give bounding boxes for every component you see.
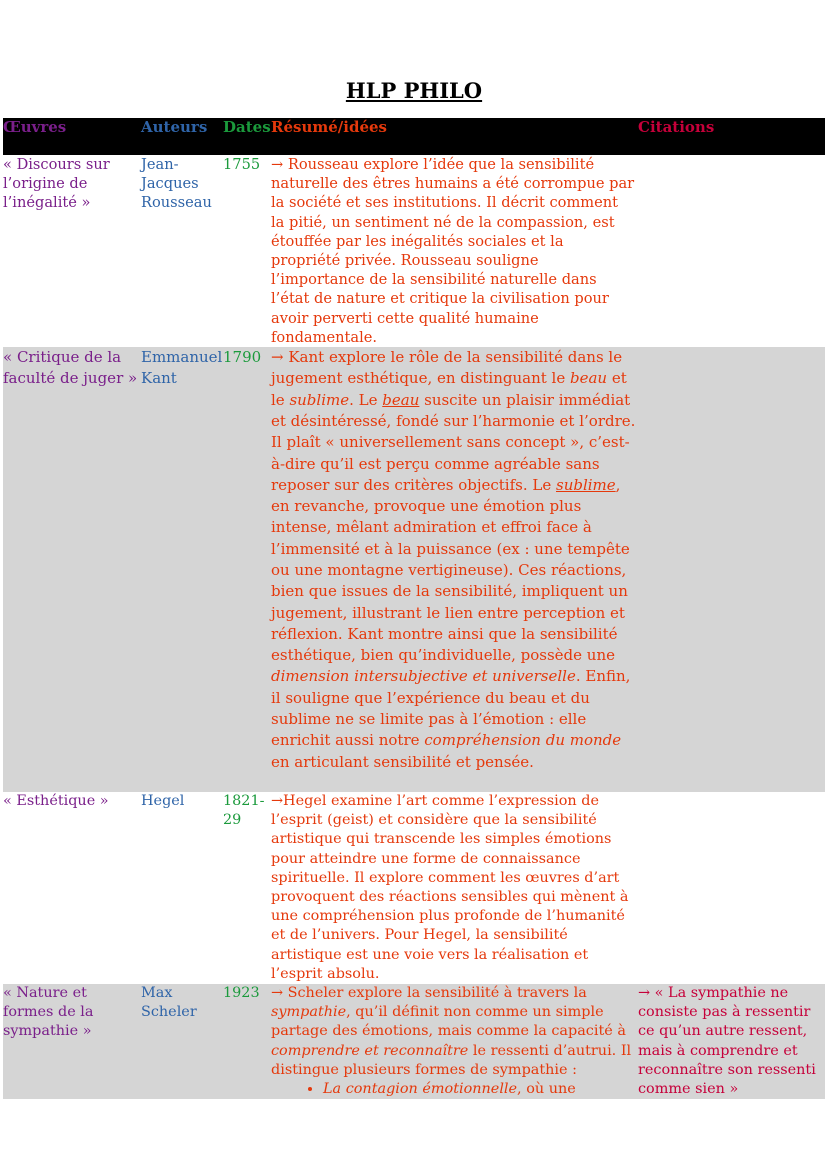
resume-text: , en revanche, provoque une émotion plus intense, mêlant admiration et effroi face à l’immensité et à la puissance (ex : une tempête ou une montagne vertigineuse). Ces réactions, bien que issues de la sensibilité, impliquent un jugement, illustrant le lien entre perception et réflexion. Kant montre ainsi que la sensibilité esthétique, bien qu’individuelle, possède une [271,475,630,665]
auteur-cell: Max Scheler [141,984,223,1099]
header-auteurs: Auteurs [141,118,223,155]
oeuvre-cell: « Critique de la faculté de juger » [3,347,141,792]
page-title: HLP PHILO [345,78,483,103]
resume-text: en articulant sensibilité et pensée. [271,752,534,771]
resume-text: et le [271,369,627,409]
resume-em-beau: beau [569,369,608,388]
resume-cell [271,347,638,792]
resume-text: → Kant explore le rôle de la sensibilité dans le jugement esthétique, en distinguant le [271,348,623,388]
oeuvre-cell: « Discours sur l’origine de l’inégalité » [3,156,110,212]
citation-cell [638,792,825,984]
date-cell: 1821-29 [223,793,265,829]
resume-em-sympathie: sympathie [271,1004,347,1021]
resume-cell: → Rousseau explore l’idée que la sensibilité naturelle des êtres humains a été corrompue par la société et ses institutions. Il décrit comment la pitié, un sentiment né de la compassion, est étouffée par les inégalités sociales et la propriété privée. Rousseau souligne l’importance de la sensibilité naturelle dans l’état de nature et critique la civilisation pour avoir perverti cette qualité humaine fondamentale. [271,156,635,346]
resume-text: . Le [349,390,383,409]
auteur-cell: Jean-Jacques Rousseau [141,156,212,212]
auteur-cell: Hegel [141,793,185,810]
oeuvre-cell: « Nature et formes de la sympathie » [3,984,141,1099]
resume-underline-sublime: sublime [556,475,616,494]
header-resume: Résumé/idées [271,118,638,155]
date-cell: 1790 [223,347,271,792]
resume-text: . Enfin, il souligne que l’expérience du beau et du sublime ne se limite pas à l’émotion : elle enrichit aussi notre [271,667,631,750]
header-citations: Citations [638,118,825,155]
table-row [3,155,825,347]
sympathie-forms-list [271,1080,636,1099]
table-row [3,792,825,984]
resume-text: le ressenti d’autrui. Il distingue plusieurs formes de sympathie : [271,1042,632,1078]
philosophy-table [3,118,825,1099]
resume-underline-beau: beau [382,390,420,409]
resume-em-dimension: dimension intersubjective et universelle [271,667,576,686]
resume-text: suscite un plaisir immédiat et désintéressé, fondé sur l’harmonie et l’ordre. Il plaît « universellement sans concept », c’est-à-dire qu’il est perçu comme agréable sans reposer sur des critères objectifs. Le [271,390,636,494]
resume-em-comprehension: compréhension du monde [424,731,622,750]
resume-text: , qu’il définit non comme un simple partage des émotions, mais comme la capacité à [271,1004,626,1040]
resume-em-sublime: sublime [289,390,350,409]
resume-cell: →Hegel examine l’art comme l’expression de l’esprit (geist) et considère que la sensibilité artistique qui transcende les simples émotions pour atteindre une forme de connaissance spirituelle. Il explore comment les œuvres d’art provoquent des réactions sensibles qui mènent à une compréhension plus profonde de l’humanité et de l’univers. Pour Hegel, la sensibilité artistique est une voie vers la réalisation et l’esprit absolu. [271,793,629,982]
table-header-row [3,118,825,155]
citation-cell [638,347,825,792]
resume-cell [271,984,638,1099]
date-cell: 1923 [223,984,271,1099]
bullet-text: , où une [517,1081,576,1098]
citation-cell [638,155,825,347]
resume-text: → Scheler explore la sensibilité à travers la [271,985,587,1002]
bullet-em: La contagion émotionnelle [323,1081,518,1098]
list-item [323,1080,636,1099]
table-row [3,984,825,1099]
table-row [3,347,825,792]
date-cell: 1755 [223,156,261,173]
resume-em-comprendre: comprendre et reconnaître [271,1042,469,1059]
header-oeuvres: Œuvres [3,118,141,155]
oeuvre-cell: « Esthétique » [3,793,109,810]
auteur-cell: Emmanuel Kant [141,347,223,792]
citation-cell: → « La sympathie ne consiste pas à ressentir ce qu’un autre ressent, mais à comprendre et reconnaître son ressenti comme sien » [638,984,825,1099]
header-dates: Dates [223,118,271,155]
